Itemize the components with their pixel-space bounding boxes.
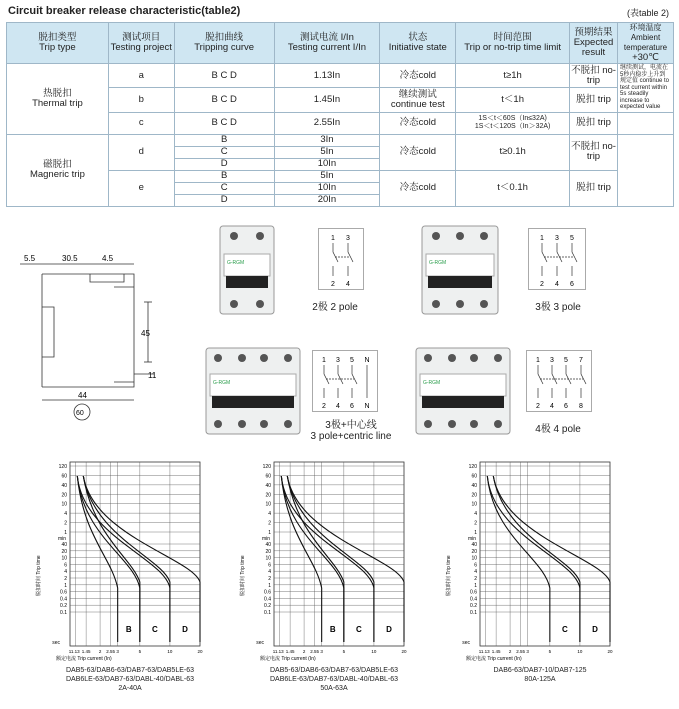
y-tick-label: 20	[265, 548, 271, 555]
x-tick-label: 10	[577, 649, 583, 654]
dimension-drawing	[14, 252, 174, 427]
y-tick-label: 0.6	[470, 589, 477, 596]
curve-D-max	[287, 476, 404, 642]
y-tick-label: 40	[471, 482, 477, 489]
y-tick-label: 4	[268, 569, 271, 576]
terminal-label: 1	[536, 357, 540, 364]
trip-curve-chart-1	[30, 456, 230, 666]
cell-item: c	[108, 112, 174, 134]
y-tick-label: 4	[64, 511, 67, 518]
dim-44: 44	[78, 391, 87, 400]
x-axis-label: 额定电流 Trip current (In)	[260, 656, 316, 662]
header-tripping-curve: 脱扣曲线 Tripping curve	[174, 23, 274, 64]
cell-current: 2.55In	[274, 112, 380, 134]
x-tick-label: 2.55	[310, 649, 320, 654]
cell-current: 20In	[274, 194, 380, 206]
terminal-label: 3	[336, 357, 340, 364]
trip-curve-chart-2	[234, 456, 434, 666]
cell-curve: B C D	[174, 64, 274, 88]
terminal-label: 3	[346, 235, 350, 242]
x-tick-label: 1.45	[81, 649, 91, 654]
cell-current: 3In	[274, 134, 380, 146]
cell-curve: C	[174, 146, 274, 158]
terminal-label: 1	[322, 357, 326, 364]
x-tick-label: 3	[526, 649, 529, 654]
y-tick-label: 20	[61, 492, 67, 499]
y-tick-label: 10	[265, 501, 271, 508]
y-tick-label: 2	[268, 520, 271, 527]
y-tick-label: 60	[265, 473, 271, 480]
x-tick-label: 1.45	[285, 649, 295, 654]
y-tick-label: 1	[474, 582, 477, 589]
page-title: Circuit breaker release characteristic(table2)	[8, 5, 241, 17]
y-unit-min: min	[467, 536, 476, 542]
curve-label-B: B	[329, 625, 336, 634]
caption-2pole: 2极 2 pole	[312, 302, 358, 313]
dim-30-5: 30.5	[62, 254, 78, 263]
cell-empty	[617, 134, 673, 206]
y-tick-label: 20	[471, 548, 477, 555]
y-tick-label: 2	[268, 576, 271, 582]
caption-3pole: 3极 3 pole	[535, 302, 581, 313]
y-tick-label: 10	[61, 555, 67, 562]
x-tick-label: 10	[167, 649, 173, 654]
cell-result: 脱扣 trip	[570, 88, 618, 112]
terminal-label: 5	[350, 357, 354, 364]
x-tick-label: 1.13	[480, 649, 490, 654]
header-trip-type: 脱扣类型 Trip type	[7, 23, 109, 64]
caption-3pole-n: 3极+中心线 3 pole+centric line	[310, 420, 392, 442]
x-tick-label: 20	[197, 649, 203, 654]
y-tick-label: 120	[262, 464, 271, 470]
y-tick-label: 0.1	[264, 610, 271, 616]
magnetic-trip-type: 磁脱扣 Magneric trip	[7, 134, 109, 206]
x-tick-label: 3	[116, 649, 119, 654]
y-axis-label: 脱扣时间 Trip time	[446, 555, 452, 596]
curve-C-max	[83, 476, 170, 642]
plot-frame	[480, 462, 610, 646]
dim-5-5: 5.5	[24, 254, 36, 263]
terminal-label: 3	[555, 235, 559, 242]
cell-state: 冷态cold	[380, 112, 456, 134]
terminal-label: 4	[550, 403, 554, 410]
x-tick-label: 2	[98, 649, 102, 654]
y-unit-min: min	[57, 536, 66, 542]
terminal-label: 8	[579, 403, 583, 410]
x-tick-label: 3	[320, 649, 323, 654]
dim-60: 60	[76, 410, 84, 417]
header-expected-result: 预期结果 Expected result	[570, 23, 618, 64]
curve-D-max	[83, 476, 200, 642]
header-testing-current: 测试电流 I/In Testing current I/In	[274, 23, 380, 64]
dim-45: 45	[141, 329, 150, 338]
terminal-label: 6	[350, 403, 354, 410]
y-tick-label: 0.4	[264, 596, 271, 603]
y-tick-label: 4	[474, 511, 477, 518]
y-tick-label: 0.2	[60, 603, 67, 610]
terminal-label: 1	[540, 235, 544, 242]
cell-result: 脱扣 trip	[570, 170, 618, 206]
brand-logo: G-RGM	[227, 260, 245, 266]
thermal-trip-type: 热脱扣 Thermal trip	[7, 64, 109, 135]
y-tick-label: 20	[471, 492, 477, 499]
release-characteristic-table	[6, 22, 674, 207]
y-tick-label: 40	[61, 482, 67, 489]
chart-1-caption: DAB5-63/DAB6-63/DAB7-63/DAB5LE-63 DAB6LE-63/DAB7-63/DABL-40/DABL-63 2A-40A	[65, 667, 194, 692]
cell-item: b	[108, 88, 174, 112]
y-tick-label: 2	[64, 520, 67, 527]
y-tick-label: 2	[64, 576, 67, 582]
brand-logo: G-RGM	[423, 380, 441, 386]
header-initiative-state: 状态 Initiative state	[380, 23, 456, 64]
continue-test-note: 继续测试，电流在5秒内稳步上升到规定值 continue to test current within 5s steadily increase to expected value	[617, 64, 673, 113]
y-tick-label: 4	[64, 569, 67, 576]
y-tick-label: 40	[265, 482, 271, 489]
y-tick-label: 120	[468, 464, 477, 470]
chart-2-caption: DAB5-63/DAB6-63/DAB7-63/DAB5LE-63 DAB6LE-63/DAB7-63/DABL-40/DABL-63 50A-63A	[269, 667, 398, 692]
x-tick-label: 2	[508, 649, 512, 654]
cell-item: d	[108, 134, 174, 170]
x-tick-label: 20	[607, 649, 613, 654]
terminal-label: 7	[579, 357, 583, 364]
terminal-label: 5	[570, 235, 574, 242]
y-tick-label: 4	[268, 511, 271, 518]
y-tick-label: 120	[58, 464, 67, 470]
table-row	[7, 64, 674, 88]
table-ref: (表table 2)	[626, 8, 669, 18]
y-tick-label: 40	[265, 542, 271, 548]
y-unit-sec: sec	[256, 640, 264, 646]
dim-11: 11	[148, 371, 157, 380]
terminal-label: N	[364, 357, 370, 364]
terminal-label: 2	[536, 403, 540, 410]
curve-label-B: B	[125, 625, 132, 634]
cell-item: a	[108, 64, 174, 88]
x-tick-label: 1	[272, 649, 276, 654]
y-tick-label: 0.1	[60, 610, 67, 616]
cell-empty	[617, 112, 673, 134]
y-tick-label: 6	[474, 562, 477, 569]
cell-curve: D	[174, 194, 274, 206]
cell-current: 1.45In	[274, 88, 380, 112]
terminal-label: 4	[346, 281, 350, 288]
x-tick-label: 20	[401, 649, 407, 654]
y-tick-label: 20	[61, 548, 67, 555]
terminal-label: 1	[331, 235, 335, 242]
y-unit-sec: sec	[52, 640, 60, 646]
plot-frame	[70, 462, 200, 646]
caption-4pole: 4极 4 pole	[535, 424, 581, 435]
y-tick-label: 0.4	[60, 596, 67, 603]
y-tick-label: 1	[64, 582, 67, 589]
curve-label-C: C	[561, 625, 568, 634]
y-axis-label: 脱扣时间 Trip time	[36, 555, 42, 596]
curve-C-max	[493, 476, 580, 642]
y-tick-label: 10	[471, 555, 477, 562]
x-tick-label: 1.45	[491, 649, 501, 654]
x-tick-label: 2	[302, 649, 306, 654]
cell-time: t＜0.1h	[456, 170, 570, 206]
schematic-4pole	[526, 350, 592, 412]
y-tick-label: 60	[471, 473, 477, 480]
terminal-label: 2	[540, 281, 544, 288]
cell-curve: B	[174, 170, 274, 182]
curve-label-D: D	[182, 625, 188, 634]
header-row	[7, 23, 674, 64]
y-tick-label: 40	[471, 542, 477, 548]
y-tick-label: 40	[61, 542, 67, 548]
curve-C-max	[287, 476, 374, 642]
y-tick-label: 1	[268, 582, 271, 589]
x-tick-label: 5	[548, 649, 552, 654]
x-tick-label: 5	[138, 649, 142, 654]
terminal-label: 2	[331, 281, 335, 288]
cell-time: 1S＜t＜60S（In≤32A) 1S＜t＜120S（In＞32A)	[456, 112, 570, 134]
curve-C-min	[77, 476, 140, 642]
y-tick-label: 0.6	[264, 589, 271, 596]
schematic-3pole	[528, 228, 586, 290]
y-tick-label: 1	[268, 530, 271, 536]
terminal-label: 2	[322, 403, 326, 410]
x-tick-label: 5	[342, 649, 346, 654]
cell-curve: B C D	[174, 88, 274, 112]
y-tick-label: 6	[64, 562, 67, 569]
cell-item: e	[108, 170, 174, 206]
terminal-label: 6	[570, 281, 574, 288]
y-tick-label: 2	[474, 520, 477, 527]
cell-result: 不脱扣 no-trip	[570, 134, 618, 170]
cell-current: 5In	[274, 170, 380, 182]
x-axis-label: 额定电流 Trip current (In)	[56, 656, 112, 662]
curve-label-C: C	[355, 625, 362, 634]
x-tick-label: 1.13	[70, 649, 80, 654]
y-tick-label: 10	[471, 501, 477, 508]
x-tick-label: 1	[478, 649, 482, 654]
table-row	[7, 134, 674, 146]
curve-label-D: D	[592, 625, 598, 634]
y-tick-label: 10	[265, 555, 271, 562]
cell-current: 1.13In	[274, 64, 380, 88]
terminal-label: 4	[555, 281, 559, 288]
curve-label-D: D	[386, 625, 392, 634]
dim-4-5: 4.5	[102, 254, 114, 263]
y-tick-label: 6	[268, 562, 271, 569]
y-tick-label: 0.6	[60, 589, 67, 596]
curve-label-C: C	[151, 625, 158, 634]
brand-logo: G-RGM	[429, 260, 447, 266]
cell-state: 冷态cold	[380, 64, 456, 88]
cell-result: 不脱扣 no-trip	[570, 64, 618, 88]
y-tick-label: 4	[474, 569, 477, 576]
y-unit-sec: sec	[462, 640, 470, 646]
breaker-4pole-image	[414, 346, 512, 436]
breaker-3pole-image	[420, 224, 500, 316]
terminal-label: 6	[564, 403, 568, 410]
cell-curve: B C D	[174, 112, 274, 134]
y-unit-min: min	[261, 536, 270, 542]
y-tick-label: 2	[474, 576, 477, 582]
cell-state: 冷态cold	[380, 170, 456, 206]
y-axis-label: 脱扣时间 Trip time	[240, 555, 246, 596]
y-tick-label: 10	[61, 501, 67, 508]
x-tick-label: 1	[68, 649, 72, 654]
header-testing-project: 测试项目 Testing project	[108, 23, 174, 64]
cell-result: 脱扣 trip	[570, 112, 618, 134]
breaker-2pole-image	[218, 224, 276, 316]
brand-logo: G-RGM	[213, 380, 231, 386]
schematic-3pole-n	[312, 350, 378, 412]
cell-curve: D	[174, 158, 274, 170]
y-tick-label: 60	[61, 473, 67, 480]
terminal-label: N	[364, 403, 370, 410]
plot-frame	[274, 462, 404, 646]
y-tick-label: 1	[64, 530, 67, 536]
y-tick-label: 20	[265, 492, 271, 499]
terminal-label: 3	[550, 357, 554, 364]
y-tick-label: 0.4	[470, 596, 477, 603]
curve-C-min	[487, 476, 550, 642]
trip-curve-chart-3	[440, 456, 640, 666]
cell-time: t≥0.1h	[456, 134, 570, 170]
cell-state: 继续测试 continue test	[380, 88, 456, 112]
x-tick-label: 2.55	[516, 649, 526, 654]
cell-current: 10In	[274, 158, 380, 170]
curve-C-min	[281, 476, 344, 642]
cell-curve: B	[174, 134, 274, 146]
breaker-3pole-n-image	[204, 346, 302, 436]
chart-3-caption: DAB6-63/DAB7-10/DAB7-125 80A-125A	[493, 667, 587, 683]
schematic-2pole	[318, 228, 364, 290]
header-time-limit: 时间范围 Trip or no-trip time limit	[456, 23, 570, 64]
header-ambient-temperature: 环境温度Ambient temperature +30℃	[617, 23, 673, 64]
cell-time: t≥1h	[456, 64, 570, 88]
y-tick-label: 0.1	[470, 610, 477, 616]
cell-current: 10In	[274, 182, 380, 194]
x-tick-label: 10	[371, 649, 377, 654]
cell-time: t＜1h	[456, 88, 570, 112]
x-tick-label: 1.13	[274, 649, 284, 654]
y-tick-label: 0.2	[264, 603, 271, 610]
cell-state: 冷态cold	[380, 134, 456, 170]
terminal-label: 5	[564, 357, 568, 364]
x-axis-label: 额定电流 Trip current (In)	[466, 656, 522, 662]
cell-current: 5In	[274, 146, 380, 158]
curve-D-max	[493, 476, 610, 642]
cell-curve: C	[174, 182, 274, 194]
y-tick-label: 1	[474, 530, 477, 536]
terminal-label: 4	[336, 403, 340, 410]
x-tick-label: 2.55	[106, 649, 116, 654]
y-tick-label: 0.2	[470, 603, 477, 610]
